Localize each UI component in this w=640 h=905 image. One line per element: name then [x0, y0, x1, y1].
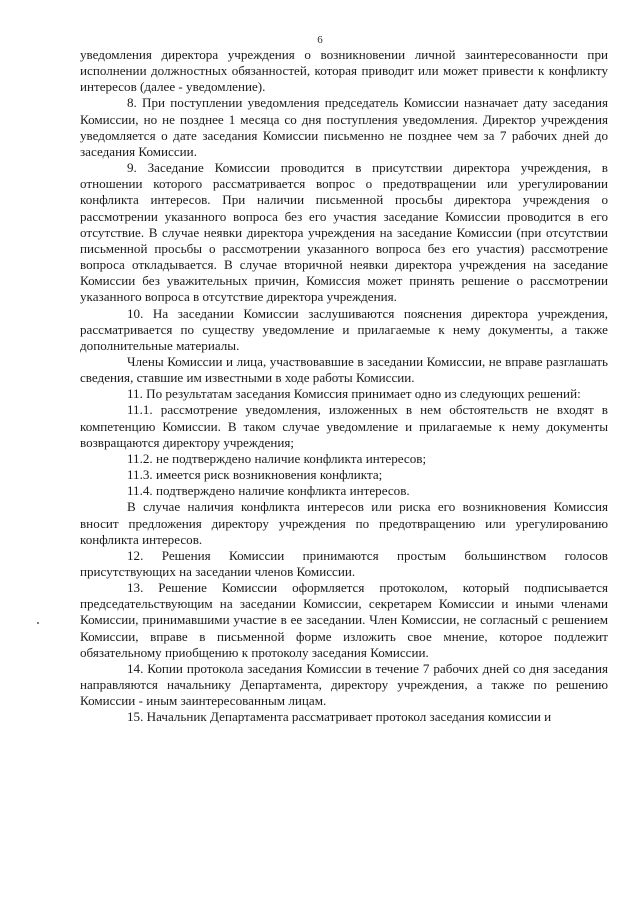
- page-number: 6: [317, 34, 323, 46]
- paragraph: 11. По результатам заседания Комиссия принимает одно из следующих решений:: [127, 386, 581, 402]
- paragraph: уведомления директора учреждения о возникновении личной заинтересованности при исполнении должностных обязанностей, которая приводит или может привести к конфликту интересов (далее - уведомление).: [80, 47, 608, 95]
- paragraph: 14. Копии протокола заседания Комиссии в течение 7 рабочих дней со дня заседания направляются начальнику Департамента, директору учреждения, а также по решению Комиссии - иным заинтересованным лицам.: [80, 660, 608, 709]
- document-body: [80, 47, 608, 726]
- paragraph: 11.1. рассмотрение уведомления, изложенных в нем обстоятельств не входят в компетенцию Комиссии. В таком случае уведомление и прилагаемые к нему документы возвращаются директору учреждения;: [80, 402, 608, 450]
- paragraph: 11.3. имеется риск возникновения конфликта;: [127, 467, 383, 483]
- paragraph: 12. Решения Комиссии принимаются простым большинством голосов присутствующих на заседании членов Комиссии.: [80, 547, 608, 579]
- paragraph: 10. На заседании Комиссии заслушиваются пояснения директора учреждения, рассматривается по существу уведомление и прилагаемые к нему документы, а также дополнительные материалы.: [80, 305, 608, 353]
- scan-speck: [37, 622, 39, 624]
- paragraph: В случае наличия конфликта интересов или риска его возникновения Комиссия вносит предложения директору учреждения по предотвращению или урегулированию конфликта интересов.: [80, 499, 608, 547]
- paragraph: Члены Комиссии и лица, участвовавшие в заседании Комиссии, не вправе разглашать сведения, ставшие им известными в ходе работы Комиссии.: [80, 353, 608, 386]
- paragraph: 9. Заседание Комиссии проводится в присутствии директора учреждения, в отношении которого рассматривается вопрос о предотвращении или урегулировании конфликта интересов. При наличии письменной просьбы директора учреждения о рассмотрении указанного вопроса без его участия заседание Комиссии проводится в его отсутствие. В случае неявки директора учреждения на заседание Комиссии (при отсутствии письменной просьбы о рассмотрении указанного вопроса без его участия) рассмотрение вопроса откладывается. В случае вторичной неявки директора учреждения на заседание Комиссии без уважительных причин, Комиссия может принять решение о рассмотрении указанного вопроса в отсутствие директора учреждения.: [80, 160, 608, 305]
- paragraph: 13. Решение Комиссии оформляется протоколом, который подписывается председательствующим на заседании Комиссии, секретарем Комиссии и иными членами Комиссии, принимавшими участие в ее заседании. Член Комиссии, не согласный с решением Комиссии, вправе в письменной форме изложить свое мнение, которое подлежит обязательному приобщению к протоколу заседания Комиссии.: [80, 580, 608, 660]
- paragraph: 11.4. подтверждено наличие конфликта интересов.: [127, 483, 410, 499]
- paragraph: 11.2. не подтверждено наличие конфликта интересов;: [127, 450, 427, 466]
- paragraph: 15. Начальник Департамента рассматривает протокол заседания комиссии и: [127, 709, 552, 725]
- paragraph: 8. При поступлении уведомления председатель Комиссии назначает дату заседания Комиссии, но не позднее 1 месяца со дня поступления уведомления. Директор учреждения уведомляется о дате заседания Комиссии письменно не позднее чем за 7 рабочих дней до заседания Комиссии.: [80, 95, 608, 159]
